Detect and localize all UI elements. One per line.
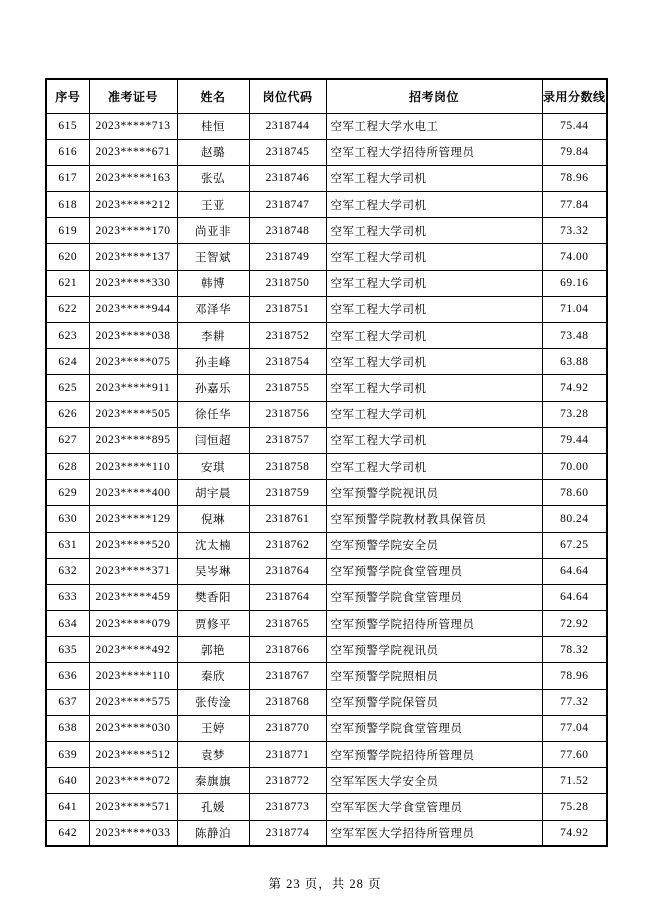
cell-code: 2318772	[249, 768, 326, 794]
cell-name: 王婷	[177, 715, 249, 741]
cell-code: 2318771	[249, 742, 326, 768]
cell-score: 69.16	[542, 270, 607, 296]
table-row	[46, 480, 607, 506]
cell-name: 樊香阳	[177, 584, 249, 610]
cell-score: 73.48	[542, 323, 607, 349]
cell-name: 张传淦	[177, 689, 249, 715]
cell-code: 2318761	[249, 506, 326, 532]
cell-seq: 625	[46, 375, 89, 401]
cell-position: 空军预警学院招待所管理员	[326, 611, 542, 637]
cell-position: 空军工程大学司机	[326, 427, 542, 453]
cell-seq: 636	[46, 663, 89, 689]
cell-name: 秦欣	[177, 663, 249, 689]
table-body	[46, 113, 607, 846]
cell-code: 2318750	[249, 270, 326, 296]
cell-ticket: 2023*****371	[89, 558, 177, 584]
cell-ticket: 2023*****400	[89, 480, 177, 506]
cell-position: 空军工程大学司机	[326, 401, 542, 427]
cell-seq: 626	[46, 401, 89, 427]
cell-score: 78.32	[542, 637, 607, 663]
cell-seq: 639	[46, 742, 89, 768]
cell-ticket: 2023*****505	[89, 401, 177, 427]
cell-position: 空军预警学院照相员	[326, 663, 542, 689]
cell-name: 闫恒超	[177, 427, 249, 453]
cell-code: 2318764	[249, 584, 326, 610]
cell-ticket: 2023*****571	[89, 794, 177, 820]
cell-code: 2318773	[249, 794, 326, 820]
cell-name: 吴岑琳	[177, 558, 249, 584]
table-row	[46, 689, 607, 715]
cell-score: 77.60	[542, 742, 607, 768]
table-row	[46, 323, 607, 349]
cell-position: 空军工程大学司机	[326, 165, 542, 191]
cell-name: 邓泽华	[177, 296, 249, 322]
cell-code: 2318759	[249, 480, 326, 506]
cell-position: 空军工程大学司机	[326, 453, 542, 479]
cell-code: 2318752	[249, 323, 326, 349]
cell-position: 空军工程大学司机	[326, 375, 542, 401]
cell-code: 2318774	[249, 820, 326, 846]
cell-position: 空军工程大学司机	[326, 218, 542, 244]
cell-seq: 630	[46, 506, 89, 532]
cell-score: 77.84	[542, 192, 607, 218]
cell-name: 王智斌	[177, 244, 249, 270]
cell-ticket: 2023*****520	[89, 532, 177, 558]
cell-code: 2318757	[249, 427, 326, 453]
cell-name: 倪琳	[177, 506, 249, 532]
cell-seq: 621	[46, 270, 89, 296]
cell-code: 2318744	[249, 113, 326, 139]
cell-name: 王亚	[177, 192, 249, 218]
cell-seq: 623	[46, 323, 89, 349]
cell-name: 桂恒	[177, 113, 249, 139]
cell-name: 郭艳	[177, 637, 249, 663]
cell-code: 2318745	[249, 139, 326, 165]
table-row	[46, 401, 607, 427]
cell-seq: 631	[46, 532, 89, 558]
column-header-position: 招考岗位	[326, 79, 542, 113]
table-row	[46, 244, 607, 270]
cell-seq: 642	[46, 820, 89, 846]
cell-code: 2318765	[249, 611, 326, 637]
cell-position: 空军工程大学招待所管理员	[326, 139, 542, 165]
cell-position: 空军工程大学司机	[326, 192, 542, 218]
table-row	[46, 611, 607, 637]
cell-seq: 618	[46, 192, 89, 218]
cell-seq: 619	[46, 218, 89, 244]
cell-position: 空军预警学院食堂管理员	[326, 558, 542, 584]
table-row	[46, 584, 607, 610]
cell-name: 贾修平	[177, 611, 249, 637]
table-row	[46, 218, 607, 244]
cell-ticket: 2023*****911	[89, 375, 177, 401]
cell-name: 张弘	[177, 165, 249, 191]
cell-name: 沈太楠	[177, 532, 249, 558]
table-header-row	[46, 79, 607, 113]
cell-code: 2318746	[249, 165, 326, 191]
cell-score: 79.44	[542, 427, 607, 453]
cell-seq: 635	[46, 637, 89, 663]
table-row	[46, 113, 607, 139]
cell-code: 2318749	[249, 244, 326, 270]
cell-seq: 629	[46, 480, 89, 506]
cell-code: 2318751	[249, 296, 326, 322]
cell-ticket: 2023*****713	[89, 113, 177, 139]
cell-score: 64.64	[542, 558, 607, 584]
cell-score: 71.04	[542, 296, 607, 322]
cell-seq: 615	[46, 113, 89, 139]
cell-ticket: 2023*****110	[89, 663, 177, 689]
cell-position: 空军预警学院食堂管理员	[326, 715, 542, 741]
cell-score: 75.44	[542, 113, 607, 139]
table-row	[46, 506, 607, 532]
cell-score: 80.24	[542, 506, 607, 532]
cell-ticket: 2023*****030	[89, 715, 177, 741]
cell-ticket: 2023*****129	[89, 506, 177, 532]
cell-ticket: 2023*****137	[89, 244, 177, 270]
cell-ticket: 2023*****163	[89, 165, 177, 191]
cell-ticket: 2023*****072	[89, 768, 177, 794]
cell-position: 空军预警学院安全员	[326, 532, 542, 558]
cell-position: 空军工程大学司机	[326, 296, 542, 322]
cell-ticket: 2023*****330	[89, 270, 177, 296]
cell-name: 尚亚非	[177, 218, 249, 244]
cell-seq: 627	[46, 427, 89, 453]
column-header-score: 录用分数线	[542, 79, 607, 113]
cell-position: 空军工程大学司机	[326, 244, 542, 270]
cell-score: 74.00	[542, 244, 607, 270]
cell-code: 2318766	[249, 637, 326, 663]
table-row	[46, 427, 607, 453]
table-row	[46, 349, 607, 375]
cell-seq: 617	[46, 165, 89, 191]
table-row	[46, 453, 607, 479]
cell-ticket: 2023*****170	[89, 218, 177, 244]
table-row	[46, 139, 607, 165]
cell-ticket: 2023*****038	[89, 323, 177, 349]
cell-name: 秦旗旗	[177, 768, 249, 794]
cell-position: 空军预警学院视讯员	[326, 637, 542, 663]
cell-code: 2318756	[249, 401, 326, 427]
cell-name: 安琪	[177, 453, 249, 479]
cell-code: 2318762	[249, 532, 326, 558]
cell-name: 孔媛	[177, 794, 249, 820]
cell-ticket: 2023*****075	[89, 349, 177, 375]
page-number-footer: 第 23 页，共 28 页	[268, 877, 382, 891]
cell-code: 2318747	[249, 192, 326, 218]
cell-code: 2318754	[249, 349, 326, 375]
table-row	[46, 296, 607, 322]
table-row	[46, 532, 607, 558]
table-row	[46, 375, 607, 401]
cell-seq: 616	[46, 139, 89, 165]
header-row	[46, 79, 607, 113]
table-row	[46, 715, 607, 741]
cell-seq: 628	[46, 453, 89, 479]
cell-code: 2318768	[249, 689, 326, 715]
cell-score: 70.00	[542, 453, 607, 479]
cell-ticket: 2023*****944	[89, 296, 177, 322]
cell-score: 74.92	[542, 375, 607, 401]
cell-score: 79.84	[542, 139, 607, 165]
cell-name: 孙嘉乐	[177, 375, 249, 401]
cell-seq: 641	[46, 794, 89, 820]
cell-code: 2318764	[249, 558, 326, 584]
cell-score: 71.52	[542, 768, 607, 794]
cell-position: 空军工程大学司机	[326, 323, 542, 349]
cell-score: 78.60	[542, 480, 607, 506]
cell-score: 77.04	[542, 715, 607, 741]
column-header-code: 岗位代码	[249, 79, 326, 113]
cell-code: 2318748	[249, 218, 326, 244]
table-row	[46, 165, 607, 191]
table-row	[46, 270, 607, 296]
cell-position: 空军预警学院保管员	[326, 689, 542, 715]
cell-position: 空军预警学院食堂管理员	[326, 584, 542, 610]
cell-seq: 637	[46, 689, 89, 715]
cell-position: 空军军医大学招待所管理员	[326, 820, 542, 846]
cell-score: 67.25	[542, 532, 607, 558]
cell-score: 78.96	[542, 165, 607, 191]
cell-seq: 620	[46, 244, 89, 270]
cell-name: 韩博	[177, 270, 249, 296]
cell-ticket: 2023*****895	[89, 427, 177, 453]
column-header-ticket: 准考证号	[89, 79, 177, 113]
cell-name: 李耕	[177, 323, 249, 349]
cell-seq: 622	[46, 296, 89, 322]
table-row	[46, 637, 607, 663]
cell-code: 2318758	[249, 453, 326, 479]
cell-name: 赵璐	[177, 139, 249, 165]
cell-seq: 634	[46, 611, 89, 637]
cell-name: 陈静泊	[177, 820, 249, 846]
cell-ticket: 2023*****671	[89, 139, 177, 165]
cell-score: 78.96	[542, 663, 607, 689]
cell-position: 空军军医大学安全员	[326, 768, 542, 794]
cell-code: 2318767	[249, 663, 326, 689]
cell-name: 胡宇晨	[177, 480, 249, 506]
cell-score: 72.92	[542, 611, 607, 637]
table-row	[46, 558, 607, 584]
cell-name: 徐任华	[177, 401, 249, 427]
cell-ticket: 2023*****512	[89, 742, 177, 768]
cell-ticket: 2023*****212	[89, 192, 177, 218]
cell-score: 77.32	[542, 689, 607, 715]
table-row	[46, 663, 607, 689]
cell-code: 2318770	[249, 715, 326, 741]
cell-ticket: 2023*****459	[89, 584, 177, 610]
cell-ticket: 2023*****033	[89, 820, 177, 846]
cell-name: 孙圭峰	[177, 349, 249, 375]
cell-position: 空军预警学院教材教具保管员	[326, 506, 542, 532]
admission-score-table	[45, 78, 608, 847]
cell-seq: 638	[46, 715, 89, 741]
cell-ticket: 2023*****492	[89, 637, 177, 663]
column-header-seq: 序号	[46, 79, 89, 113]
cell-position: 空军工程大学司机	[326, 270, 542, 296]
cell-score: 64.64	[542, 584, 607, 610]
cell-position: 空军军医大学食堂管理员	[326, 794, 542, 820]
cell-seq: 633	[46, 584, 89, 610]
column-header-name: 姓名	[177, 79, 249, 113]
cell-ticket: 2023*****575	[89, 689, 177, 715]
table-row	[46, 742, 607, 768]
cell-score: 73.28	[542, 401, 607, 427]
cell-ticket: 2023*****079	[89, 611, 177, 637]
cell-position: 空军预警学院视讯员	[326, 480, 542, 506]
cell-seq: 640	[46, 768, 89, 794]
cell-score: 74.92	[542, 820, 607, 846]
table-row	[46, 192, 607, 218]
cell-name: 袁梦	[177, 742, 249, 768]
cell-position: 空军预警学院招待所管理员	[326, 742, 542, 768]
cell-score: 75.28	[542, 794, 607, 820]
table-row	[46, 820, 607, 846]
cell-ticket: 2023*****110	[89, 453, 177, 479]
cell-position: 空军工程大学水电工	[326, 113, 542, 139]
cell-code: 2318755	[249, 375, 326, 401]
cell-score: 63.88	[542, 349, 607, 375]
cell-position: 空军工程大学司机	[326, 349, 542, 375]
cell-seq: 632	[46, 558, 89, 584]
cell-seq: 624	[46, 349, 89, 375]
table-row	[46, 794, 607, 820]
table-row	[46, 768, 607, 794]
cell-score: 73.32	[542, 218, 607, 244]
